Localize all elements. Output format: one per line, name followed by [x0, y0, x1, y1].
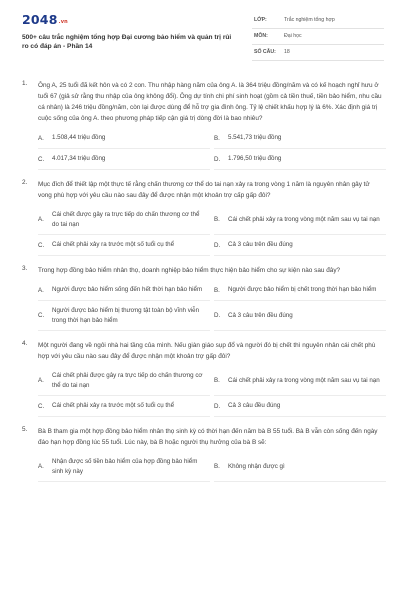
option-letter: B. — [214, 377, 220, 384]
answer-option-d[interactable] — [214, 235, 386, 256]
logo-main: 2048 — [22, 12, 58, 27]
answer-option-a[interactable] — [38, 366, 210, 396]
meta-table — [252, 13, 384, 61]
meta-key: MÔN: — [254, 33, 268, 39]
option-letter: C. — [38, 155, 45, 163]
option-letter: B. — [214, 286, 220, 294]
option-letter: B. — [214, 463, 220, 470]
option-letter: C. — [38, 312, 45, 319]
option-text: Cái chết phải xảy ra trong vòng một năm sau vụ tai nạn — [228, 215, 380, 223]
option-text: Người được bảo hiểm bị chết trong thời hạn bảo hiểm — [228, 286, 377, 294]
option-text: Cái chết phải được gây ra trực tiếp do chấn thương cơ thể do tai nạn — [52, 372, 203, 389]
question-number: 5. — [22, 426, 28, 433]
option-text: Cả 3 câu đều đúng — [228, 402, 281, 410]
option-letter: B. — [214, 134, 220, 142]
answer-option-a[interactable] — [38, 128, 210, 149]
option-text: Cả 3 câu trên đều đúng — [228, 241, 293, 249]
question-5 — [22, 426, 382, 482]
meta-value: 18 — [284, 49, 290, 55]
answer-option-b[interactable] — [214, 366, 386, 396]
option-text: 4.017,34 triệu đồng — [52, 155, 106, 163]
answer-options — [38, 366, 382, 417]
option-text: Nhận được số tiền bảo hiểm của hợp đồng bảo hiểm sinh kỳ này — [52, 458, 198, 475]
answer-options — [38, 128, 382, 170]
answer-option-d[interactable] — [214, 301, 386, 331]
option-text: 5.541,73 triệu đồng — [228, 134, 282, 142]
meta-row-class — [252, 13, 384, 29]
option-letter: A. — [38, 216, 44, 223]
page-header — [0, 0, 400, 62]
question-number: 4. — [22, 340, 28, 347]
answer-option-c[interactable] — [38, 301, 210, 331]
answer-option-a[interactable] — [38, 452, 210, 482]
answer-option-c[interactable] — [38, 235, 210, 256]
meta-value: Đại học — [284, 33, 302, 39]
option-letter: A. — [38, 286, 44, 294]
option-text: Cái chết phải xảy ra trước một số tuổi cụ thể — [52, 241, 175, 249]
question-list — [22, 80, 382, 491]
answer-option-a[interactable] — [38, 205, 210, 235]
question-number: 2. — [22, 179, 28, 186]
question-4 — [22, 340, 382, 417]
option-text: Cái chết được gây ra trực tiếp do chấn thương cơ thể do tai nạn — [52, 211, 200, 228]
answer-options — [38, 205, 382, 256]
answer-option-b[interactable] — [214, 205, 386, 235]
question-text: Ông A, 25 tuổi đã kết hôn và có 2 con. Thu nhập hàng năm của ông A. là 364 triệu đồng/năm và có kế hoạch nghỉ hưu ở tuổi 67 (giả sử rằng thu nhập của ông không đổi). Ông dự tính chi phí sinh hoạt (gồm cả tiền thuế, tiền bảo hiểm, nhu cầu cá nhân) là 246 triệu đồng/năm, còn lại được dùng để hỗ trợ gia đình ông. Tỷ lệ chiết khấu hợp lý là 6%. Xác định giá trị cuộc sống của ông A. theo phương pháp tiếp cận giá trị dòng đời là bao nhiêu? — [38, 82, 382, 122]
meta-key: LỚP: — [254, 17, 267, 23]
meta-row-subject — [252, 29, 384, 45]
answer-options — [38, 452, 382, 482]
document-title: 500+ câu trắc nghiệm tổng hợp Đại cương bảo hiểm và quản trị rủi ro có đáp án - Phần 14 — [22, 34, 232, 50]
answer-option-c[interactable] — [38, 149, 210, 170]
option-text: Người được bảo hiểm sống đến hết thời hạn bảo hiểm — [52, 286, 203, 294]
question-text: Trong hợp đồng bảo hiểm nhân thọ, doanh nghiệp bảo hiểm thực hiện bảo hiểm cho sự kiện nào sau đây? — [38, 267, 341, 274]
option-letter: D. — [214, 312, 221, 319]
meta-value: Trắc nghiệm tổng hợp — [284, 17, 335, 23]
question-1 — [22, 80, 382, 170]
option-text: Người được bảo hiểm bị thương tật toàn bộ vĩnh viễn trong thời hạn bảo hiểm — [52, 307, 200, 324]
option-text: 1.508,44 triệu đồng — [52, 134, 106, 142]
answer-option-b[interactable] — [214, 280, 386, 301]
meta-row-count — [252, 45, 384, 61]
option-letter: C. — [38, 402, 45, 410]
option-letter: B. — [214, 216, 220, 223]
question-number: 1. — [22, 80, 28, 87]
meta-key: SỐ CÂU: — [254, 49, 276, 55]
option-letter: C. — [38, 241, 45, 249]
question-text: Mục đích để thiết lập một thực tế rằng chấn thương cơ thể do tai nạn xảy ra trong vòng 1 năm là nguyên nhân gây tử vong phù hợp với yêu cầu nào sau đây để được nhận một khoản trợ cấp gấp đôi? — [38, 181, 370, 199]
answer-options — [38, 280, 382, 331]
option-letter: D. — [214, 155, 221, 163]
question-3 — [22, 265, 382, 331]
option-letter: D. — [214, 402, 221, 410]
answer-option-b[interactable] — [214, 452, 386, 482]
question-2 — [22, 179, 382, 256]
question-text: Một người đang về ngôi nhà hai tầng của mình. Nếu giàn giáo sụp đổ và người đó bị chết thì nguyên nhân cái chết phù hợp với yêu cầu nào sau đây để được nhận một khoản trợ gấp đôi? — [38, 342, 376, 360]
answer-option-a[interactable] — [38, 280, 210, 301]
answer-option-b[interactable] — [214, 128, 386, 149]
option-text: Cái chết phải xảy ra trong vòng một năm sau vụ tai nạn — [228, 376, 380, 384]
option-letter: D. — [214, 241, 221, 249]
question-number: 3. — [22, 265, 28, 272]
option-letter: A. — [38, 463, 44, 470]
option-text: Không nhận được gì — [228, 462, 285, 470]
answer-option-d[interactable] — [214, 396, 386, 417]
answer-option-c[interactable] — [38, 396, 210, 417]
option-letter: A. — [38, 377, 44, 384]
answer-option-d[interactable] — [214, 149, 386, 170]
option-text: 1.796,50 triệu đồng — [228, 155, 282, 163]
option-letter: A. — [38, 134, 44, 142]
logo-suffix: .vn — [58, 19, 68, 25]
option-text: Cả 3 câu trên đều đúng — [228, 311, 293, 319]
site-logo[interactable] — [22, 12, 68, 27]
question-text: Bà B tham gia một hợp đồng bảo hiểm nhân thọ sinh kỳ có thời hạn đến năm bà B 55 tuổi. Bà B vẫn còn sống đến ngày đáo hạn hợp đồng lúc 55 tuổi. Lúc này, bà B hoặc người thụ hưởng của bà B sẽ: — [38, 428, 378, 446]
option-text: Cái chết phải xảy ra trước một số tuổi cụ thể — [52, 402, 175, 410]
